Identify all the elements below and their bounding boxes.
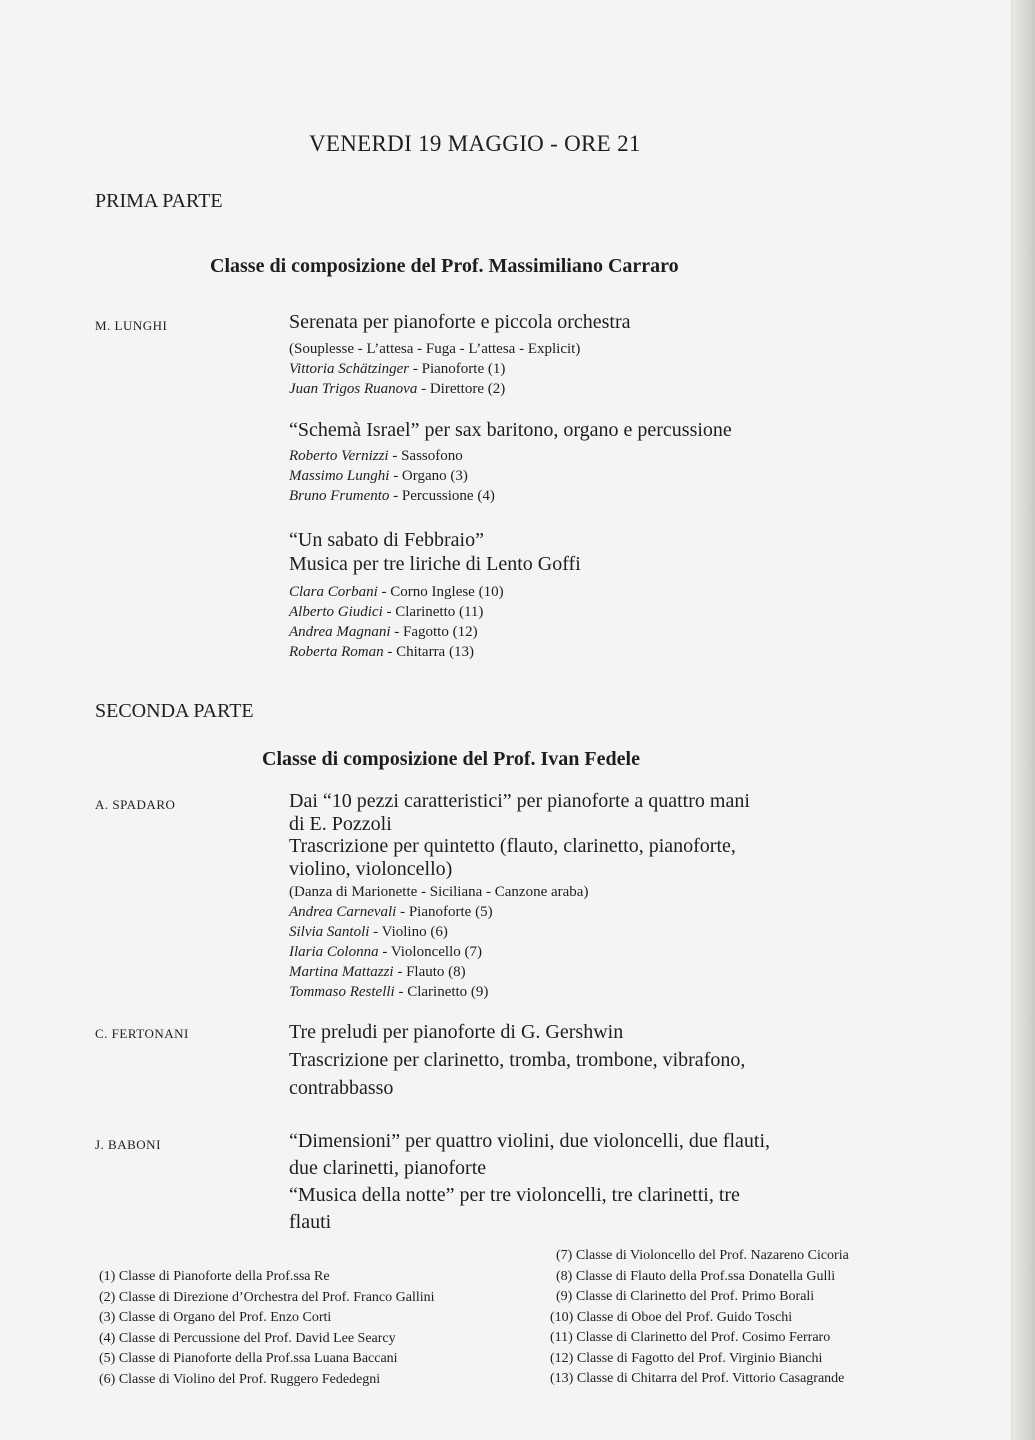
- work-subtitle: Musica per tre liriche di Lento Goffi: [289, 553, 581, 575]
- second-part-label: SECONDA PARTE: [95, 700, 254, 722]
- work-title: “Un sabato di Febbraio”: [289, 529, 484, 551]
- performer-line: [289, 466, 732, 486]
- performer-role: - Percussione (4): [389, 488, 495, 504]
- footnote: (5) Classe di Pianoforte della Prof.ssa Luana Baccani: [99, 1351, 398, 1366]
- performer-name: Tommaso Restelli: [289, 984, 395, 1000]
- performer-role: - Clarinetto (11): [382, 604, 484, 620]
- performer-line: [289, 942, 750, 962]
- work-line: Tre preludi per pianoforte di G. Gershwin: [289, 1021, 624, 1043]
- performer-name: Andrea Magnani: [289, 624, 391, 640]
- performer-name: Silvia Santoli: [289, 924, 370, 940]
- first-class-title: Classe di composizione del Prof. Massimiliano Carraro: [210, 255, 679, 277]
- performer-line: [289, 582, 581, 602]
- performer-role: - Violoncello (7): [378, 944, 482, 960]
- performer-line: [289, 446, 732, 466]
- performer-line: [289, 962, 750, 982]
- performer-line: [289, 902, 750, 922]
- composer-lunghi: M. LUNGHI: [95, 318, 168, 333]
- work-line: Trascrizione per quintetto (flauto, clarinetto, pianoforte,: [289, 835, 736, 857]
- performer-line: [289, 379, 630, 399]
- performer-role: - Fagotto (12): [390, 624, 478, 640]
- performer-role: - Pianoforte (5): [396, 904, 493, 920]
- performer-role: - Violino (6): [369, 924, 448, 940]
- page-edge-line: [1011, 0, 1013, 1440]
- performer-role: - Sassofono: [388, 448, 463, 464]
- performer-role: - Organo (3): [389, 468, 468, 484]
- work-title: “Schemà Israel” per sax baritono, organo e percussione: [289, 419, 732, 441]
- footnote: (12) Classe di Fagotto del Prof. Virginio Bianchi: [550, 1350, 823, 1366]
- composer-baboni: J. BABONI: [95, 1137, 161, 1152]
- footnote: (13) Classe di Chitarra del Prof. Vittorio Casagrande: [550, 1371, 845, 1386]
- first-part-label: PRIMA PARTE: [95, 190, 223, 212]
- work-line: di E. Pozzoli: [289, 812, 392, 835]
- footnotes-left: [99, 1267, 435, 1390]
- performer-role: - Clarinetto (9): [394, 984, 489, 1000]
- performer-name: Bruno Frumento: [289, 488, 390, 504]
- work-sabato-febbraio: [289, 528, 581, 662]
- work-movements: (Souplesse - L’attesa - Fuga - L’attesa - Explicit): [289, 341, 581, 357]
- work-line: “Musica della notte” per tre violoncelli, tre clarinetti, tre: [289, 1184, 740, 1206]
- performer-name: Martina Mattazzi: [289, 964, 394, 980]
- footnote: (9) Classe di Clarinetto del Prof. Primo Borali: [556, 1289, 815, 1304]
- performer-line: [289, 642, 581, 662]
- work-movements: (Danza di Marionette - Siciliana - Canzone araba): [289, 884, 589, 900]
- performer-name: Juan Trigos Ruanova: [289, 381, 418, 397]
- work-line: due clarinetti, pianoforte: [289, 1157, 487, 1179]
- work-line: Dai “10 pezzi caratteristici” per pianoforte a quattro mani: [289, 790, 750, 812]
- work-dimensioni: [289, 1128, 770, 1236]
- footnote: (7) Classe di Violoncello del Prof. Nazareno Cicoria: [556, 1248, 849, 1263]
- footnote: (1) Classe di Pianoforte della Prof.ssa Re: [99, 1269, 330, 1284]
- work-pezzi-caratteristici: [289, 790, 750, 1002]
- work-line: flauti: [289, 1211, 332, 1233]
- performer-line: [289, 982, 750, 1002]
- performer-name: Massimo Lunghi: [289, 468, 390, 484]
- footnote: (10) Classe di Oboe del Prof. Guido Toschi: [550, 1309, 793, 1325]
- work-tre-preludi: [289, 1018, 745, 1102]
- performer-name: Alberto Giudici: [289, 604, 383, 620]
- performer-name: Clara Corbani: [289, 584, 378, 600]
- footnote: (3) Classe di Organo del Prof. Enzo Corti: [99, 1310, 332, 1325]
- footnotes-right: [550, 1246, 849, 1390]
- composer-fertonani: C. FERTONANI: [95, 1026, 189, 1041]
- performer-role: - Flauto (8): [393, 964, 466, 980]
- footnote: (11) Classe di Clarinetto del Prof. Cosimo Ferraro: [550, 1330, 831, 1345]
- performer-line: [289, 922, 750, 942]
- work-title: Serenata per pianoforte e piccola orchestra: [289, 311, 631, 333]
- performer-line: [289, 622, 581, 642]
- footnote: (2) Classe di Direzione d’Orchestra del Prof. Franco Gallini: [99, 1289, 435, 1305]
- composer-spadaro: A. SPADARO: [95, 797, 176, 812]
- performer-name: Andrea Carnevali: [289, 904, 397, 920]
- performer-name: Vittoria Schätzinger: [289, 361, 410, 377]
- page-title: VENERDI 19 MAGGIO - ORE 21: [309, 131, 641, 156]
- work-line: violino, violoncello): [289, 857, 453, 880]
- performer-role: - Corno Inglese (10): [377, 584, 504, 600]
- performer-role: - Chitarra (13): [383, 644, 474, 660]
- performer-name: Roberta Roman: [289, 644, 384, 660]
- work-line: contrabbasso: [289, 1077, 394, 1099]
- performer-line: [289, 359, 630, 379]
- performer-line: [289, 486, 732, 506]
- second-class-title: Classe di composizione del Prof. Ivan Fedele: [262, 748, 640, 770]
- work-schema-israel: [289, 418, 732, 506]
- page-edge: [1013, 0, 1035, 1440]
- work-line: Trascrizione per clarinetto, tromba, trombone, vibrafono,: [289, 1049, 746, 1071]
- performer-name: Roberto Vernizzi: [289, 448, 389, 464]
- performer-role: - Direttore (2): [417, 381, 506, 397]
- footnote: (6) Classe di Violino del Prof. Ruggero Fededegni: [99, 1371, 381, 1387]
- work-line: “Dimensioni” per quattro violini, due violoncelli, due flauti,: [289, 1130, 770, 1152]
- footnote: (8) Classe di Flauto della Prof.ssa Donatella Gulli: [556, 1268, 836, 1284]
- footnote: (4) Classe di Percussione del Prof. David Lee Searcy: [99, 1330, 396, 1346]
- performer-name: Ilaria Colonna: [289, 944, 379, 960]
- work-serenata: [289, 310, 630, 399]
- performer-role: - Pianoforte (1): [409, 361, 506, 377]
- performer-line: [289, 602, 581, 622]
